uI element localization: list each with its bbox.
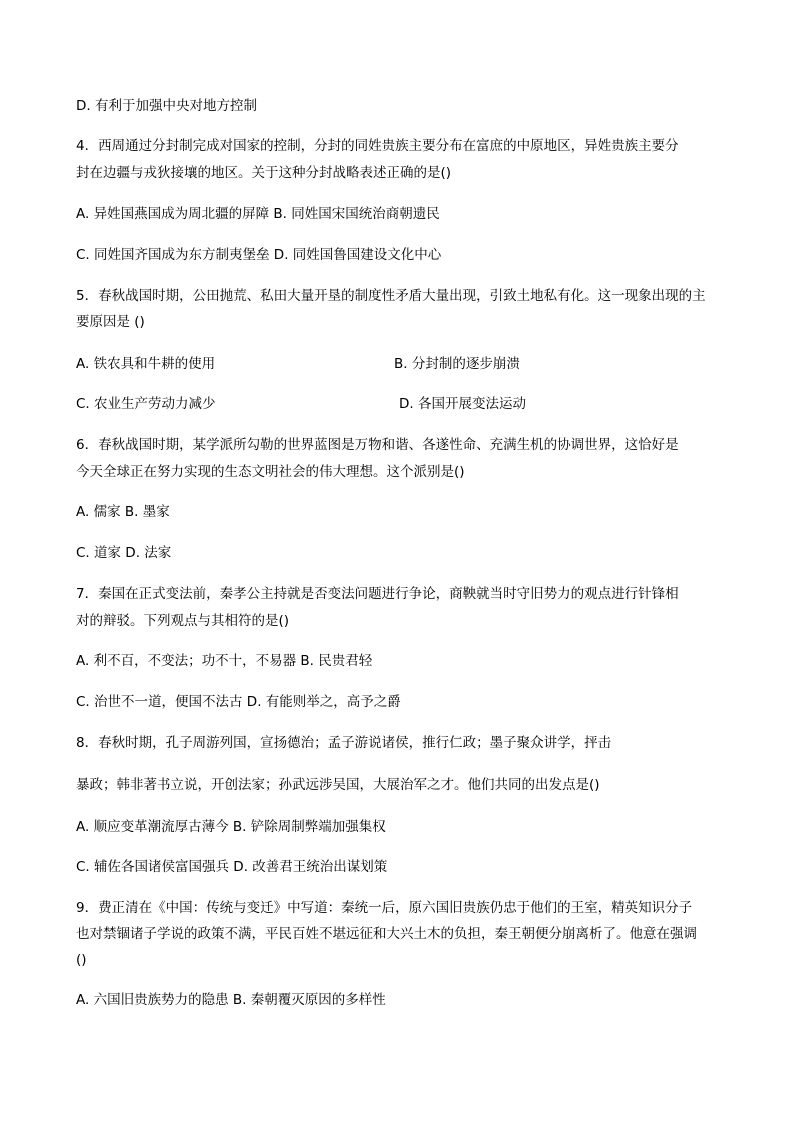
question-5-option-b: B. 分封制的逐步崩溃: [394, 356, 520, 372]
question-9-line-1: 9．费正清在《中国：传统与变迁》中写道：秦统一后，原六国旧贵族仍忠于他们的王室，精英知识分子: [76, 900, 693, 916]
question-4-line-2: 封在边疆与戎狄接壤的地区。关于这种分封战略表述正确的是(): [76, 165, 452, 181]
question-7-line-1: 7．秦国在正式变法前，秦孝公主持就是否变法问题进行争论，商鞅就当时守旧势力的观点进行针锋相: [76, 586, 679, 602]
question-5-line-1: 5．春秋战国时期，公田抛荒、私田大量开垦的制度性矛盾大量出现，引致土地私有化。这一现象出现的主: [76, 288, 706, 304]
question-4-options-ab: A. 异姓国燕国成为周北疆的屏障 B. 同姓国宋国统治商朝遗民: [76, 206, 440, 222]
question-8-line-1: 8．春秋时期，孔子周游列国，宣扬德治；孟子游说诸侯，推行仁政；墨子聚众讲学，抨击: [76, 735, 612, 751]
question-4-line-1: 4．西周通过分封制完成对国家的控制，分封的同姓贵族主要分布在富庶的中原地区，异姓贵族主要分: [76, 138, 679, 154]
question-9-line-3: (): [76, 952, 87, 968]
question-8-options-cd: C. 辅佐各国诸侯富国强兵 D. 改善君王统治出谋划策: [76, 859, 388, 875]
question-7-options-ab: A. 利不百，不变法；功不十，不易器 B. 民贵君轻: [76, 653, 373, 669]
question-9-options-ab: A. 六国旧贵族势力的隐患 B. 秦朝覆灭原因的多样性: [76, 992, 386, 1008]
question-6-line-1: 6．春秋战国时期，某学派所勾勒的世界蓝图是万物和谐、各遂性命、充满生机的协调世界，这恰好是: [76, 437, 679, 453]
question-6-line-2: 今天全球正在努力实现的生态文明社会的伟大理想。这个派别是(): [76, 464, 465, 480]
option-d-q3: D. 有利于加强中央对地方控制: [76, 98, 257, 114]
question-5-option-a: A. 铁农具和牛耕的使用: [76, 356, 216, 372]
question-5-line-2: 要原因是 (): [76, 314, 145, 330]
question-8-line-2: 暴政；韩非著书立说，开创法家；孙武远涉吴国，大展治军之才。他们共同的出发点是(): [76, 777, 600, 793]
question-6-options-cd: C. 道家 D. 法家: [76, 545, 172, 561]
question-4-options-cd: C. 同姓国齐国成为东方制夷堡垒 D. 同姓国鲁国建设文化中心: [76, 247, 442, 263]
question-7-options-cd: C. 治世不一道，便国不法古 D. 有能则举之，高予之爵: [76, 694, 401, 710]
question-5-option-d: D. 各国开展变法运动: [399, 396, 526, 412]
question-7-line-2: 对的辩驳。下列观点与其相符的是(): [76, 613, 290, 629]
question-8-options-ab: A. 顺应变革潮流厚古薄今 B. 铲除周制弊端加强集权: [76, 819, 386, 835]
question-9-line-2: 也对禁锢诸子学说的政策不满，平民百姓不堪远征和大兴土木的负担，秦王朝便分崩离析了。他意在强调: [76, 926, 697, 942]
question-5-option-c: C. 农业生产劳动力减少: [76, 396, 216, 412]
question-6-options-ab: A. 儒家 B. 墨家: [76, 504, 170, 520]
